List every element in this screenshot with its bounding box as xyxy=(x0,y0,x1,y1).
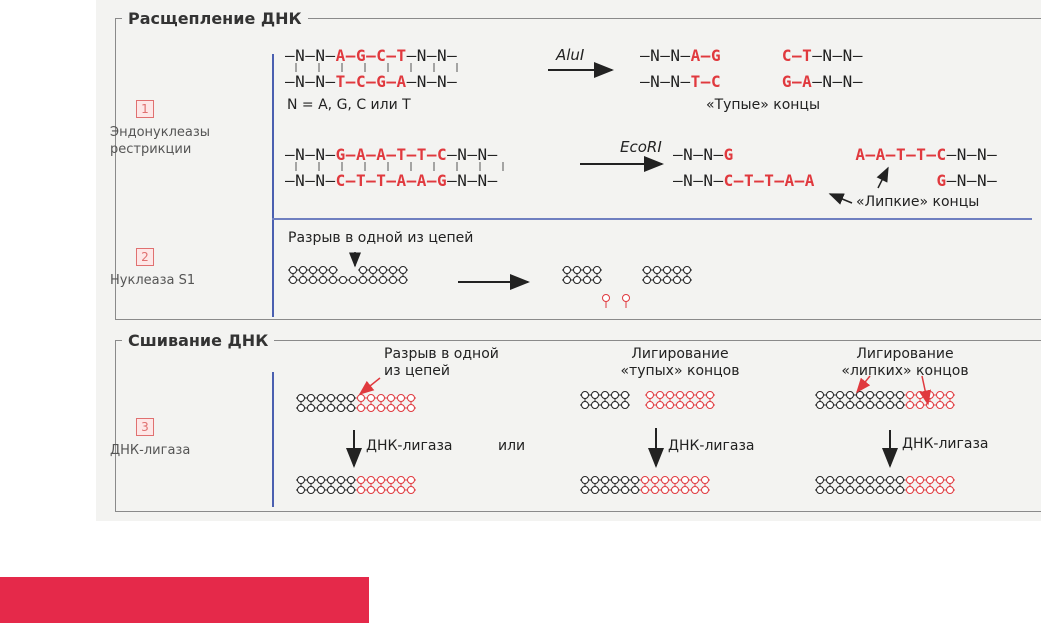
lig3-before xyxy=(815,392,955,409)
lig2-after xyxy=(580,477,710,494)
eco-seq-top: –N–N–G–A–A–T–T–C–N–N– xyxy=(285,145,498,164)
ligase-label-2: ДНК-лигаза xyxy=(668,438,755,454)
dna-ligase-side-label: ДНК-лигаза xyxy=(110,443,191,458)
or-label: или xyxy=(498,438,526,454)
ligase-label-3: ДНК-лигаза xyxy=(902,436,989,452)
item-number-1: 1 xyxy=(136,100,154,118)
alu-seq-bottom: –N–N–T–C–G–A–N–N– xyxy=(285,72,458,91)
alu-seq-top: –N–N–A–G–C–T–N–N– xyxy=(285,46,458,65)
cleavage-title: Расщепление ДНК xyxy=(122,9,308,28)
item-number-3: 3 xyxy=(136,418,154,436)
ligation-title: Сшивание ДНК xyxy=(122,331,274,350)
restriction-endonucleases-label: Эндонуклеазы рестрикции xyxy=(110,125,211,157)
col2-label: Лигирование «тупых» концов xyxy=(620,346,740,379)
alu-product-bottom: –N–N–T–C G–A–N–N– xyxy=(640,72,863,91)
eco-product-bottom: –N–N–C–T–T–A–A G–N–N– xyxy=(673,171,998,190)
s1-products xyxy=(562,267,692,309)
alu-product-top: –N–N–A–G C–T–N–N– xyxy=(640,46,863,65)
blunt-ends-label: «Тупые» концы xyxy=(706,97,820,113)
lig3-after xyxy=(815,477,955,494)
sticky-ends-label: «Липкие» концы xyxy=(856,194,980,210)
eco-enzyme-label: EcoRI xyxy=(620,138,662,156)
item-number-2: 2 xyxy=(136,248,154,266)
eco-seq-bottom: –N–N–C–T–T–A–A–G–N–N– xyxy=(285,171,498,190)
lig2-before xyxy=(580,392,715,409)
sticky-pointer-2 xyxy=(830,194,852,203)
col1-label: Разрыв в одной из цепей xyxy=(384,346,499,379)
alu-enzyme-label: AluI xyxy=(556,46,585,64)
nucleotide-note: N = A, G, C или T xyxy=(287,97,411,113)
s1-nuclease-label: Нуклеаза S1 xyxy=(110,273,196,288)
sticky-pointer-1 xyxy=(878,168,888,188)
col3-label: Лигирование «липких» концов xyxy=(841,346,969,379)
single-strand-break-label: Разрыв в одной из цепей xyxy=(288,230,474,246)
lig1-after xyxy=(296,477,416,494)
eco-product-top: –N–N–G A–A–T–T–C–N–N– xyxy=(673,145,998,164)
ligase-label-1: ДНК-лигаза xyxy=(366,438,453,454)
s1-dna-nicked xyxy=(288,267,408,284)
lig1-before xyxy=(296,395,416,412)
